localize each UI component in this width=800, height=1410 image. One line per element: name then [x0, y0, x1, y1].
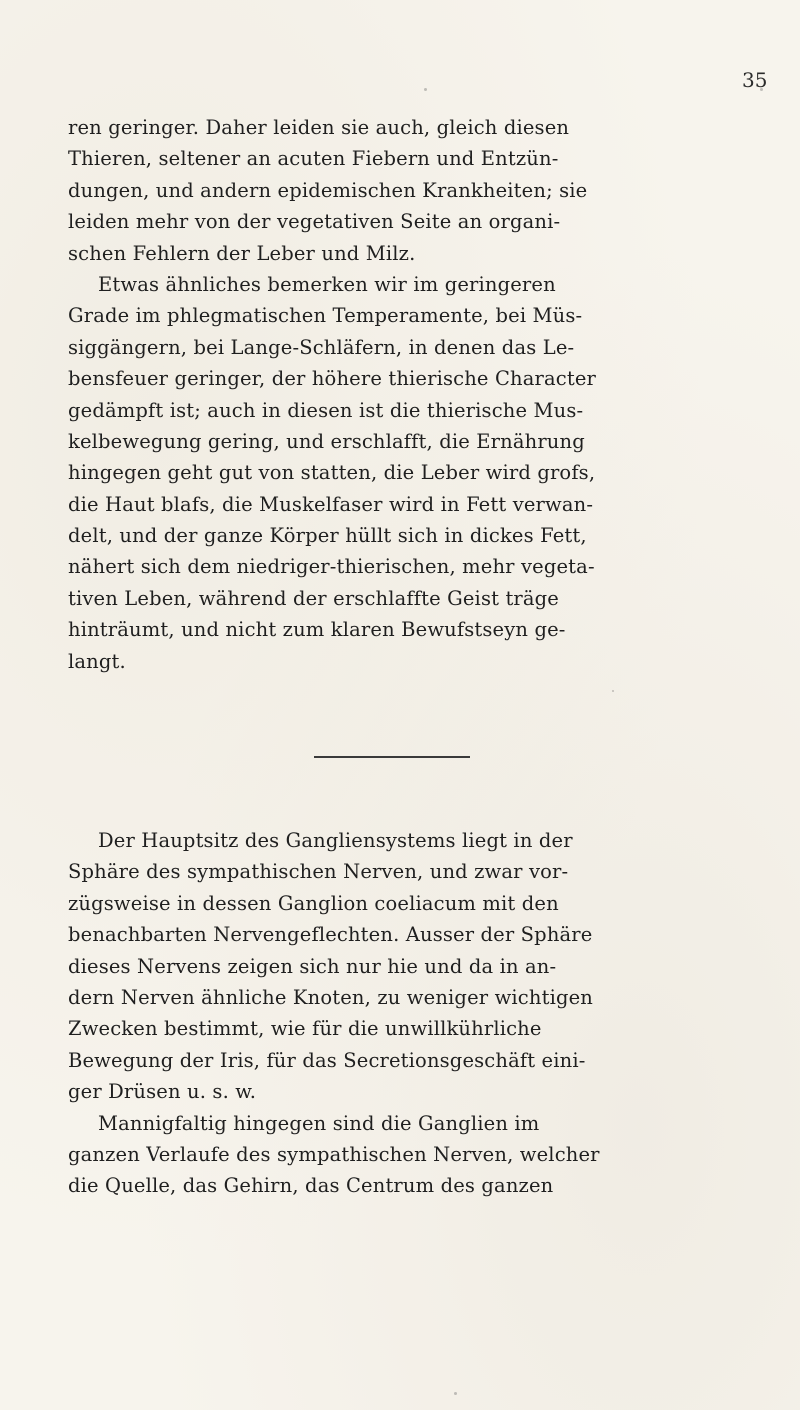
text-line: langt. — [68, 649, 126, 673]
text-line: Mannigfaltig hingegen sind die Ganglien im — [98, 1111, 540, 1135]
text-line: gedämpft ist; auch in diesen ist die thierische Mus- — [68, 398, 584, 422]
paper-speck — [424, 88, 427, 91]
paper-speck — [454, 1392, 457, 1395]
text-line: bensfeuer geringer, der höhere thierische Character — [68, 367, 596, 391]
text-line: Der Hauptsitz des Gangliensystems liegt in der — [98, 829, 573, 852]
text-line: ger Drüsen u. s. w. — [68, 1080, 257, 1104]
paper-speck — [612, 690, 614, 692]
body-text-upper — [68, 112, 690, 677]
text-line: Zwecken bestimmt, wie für die unwillkührliche — [68, 1017, 542, 1041]
text-line: tiven Leben, während der erschlaffte Geist träge — [68, 586, 559, 610]
text-line: die Haut blafs, die Muskelfaser wird in Fett verwan- — [68, 492, 594, 516]
text-line: Sphäre des sympathischen Nerven, und zwar vor- — [68, 860, 569, 884]
text-line: benachbarten Nervengeflechten. Ausser der Sphäre — [68, 923, 593, 947]
body-text-lower — [68, 825, 690, 1202]
page-number: 35 — [742, 68, 768, 92]
text-line: ren geringer. Daher leiden sie auch, gleich diesen — [68, 116, 570, 139]
text-line: nähert sich dem niedriger-thierischen, mehr vegeta- — [68, 555, 595, 579]
text-line: Bewegung der Iris, für das Secretionsgeschäft eini- — [68, 1048, 586, 1072]
section-divider — [314, 756, 470, 758]
text-line: Grade im phlegmatischen Temperamente, bei Müs- — [68, 304, 583, 328]
text-line: siggängern, bei Lange-Schläfern, in denen das Le- — [68, 335, 575, 359]
text-line: dungen, und andern epidemischen Krankheiten; sie — [68, 178, 588, 202]
text-line: Etwas ähnliches bemerken wir im geringeren — [98, 272, 556, 296]
text-line: zügsweise in dessen Ganglion coeliacum mit den — [68, 891, 559, 915]
text-line: leiden mehr von der vegetativen Seite an organi- — [68, 210, 561, 234]
text-line: delt, und der ganze Körper hüllt sich in dickes Fett, — [68, 524, 587, 548]
text-line: dieses Nervens zeigen sich nur hie und da in an- — [68, 954, 557, 978]
text-line: hinträumt, und nicht zum klaren Bewufstseyn ge- — [68, 618, 566, 642]
text-line: hingegen geht gut von statten, die Leber wird grofs, — [68, 461, 596, 485]
text-line: Thieren, seltener an acuten Fiebern und Entzün- — [68, 147, 559, 171]
text-line: ganzen Verlaufe des sympathischen Nerven, welcher — [68, 1142, 600, 1166]
text-line: die Quelle, das Gehirn, das Centrum des ganzen — [68, 1174, 554, 1198]
text-line: schen Fehlern der Leber und Milz. — [68, 241, 416, 265]
text-line: dern Nerven ähnliche Knoten, zu weniger wichtigen — [68, 985, 593, 1009]
text-line: kelbewegung gering, und erschlafft, die Ernährung — [68, 429, 585, 453]
